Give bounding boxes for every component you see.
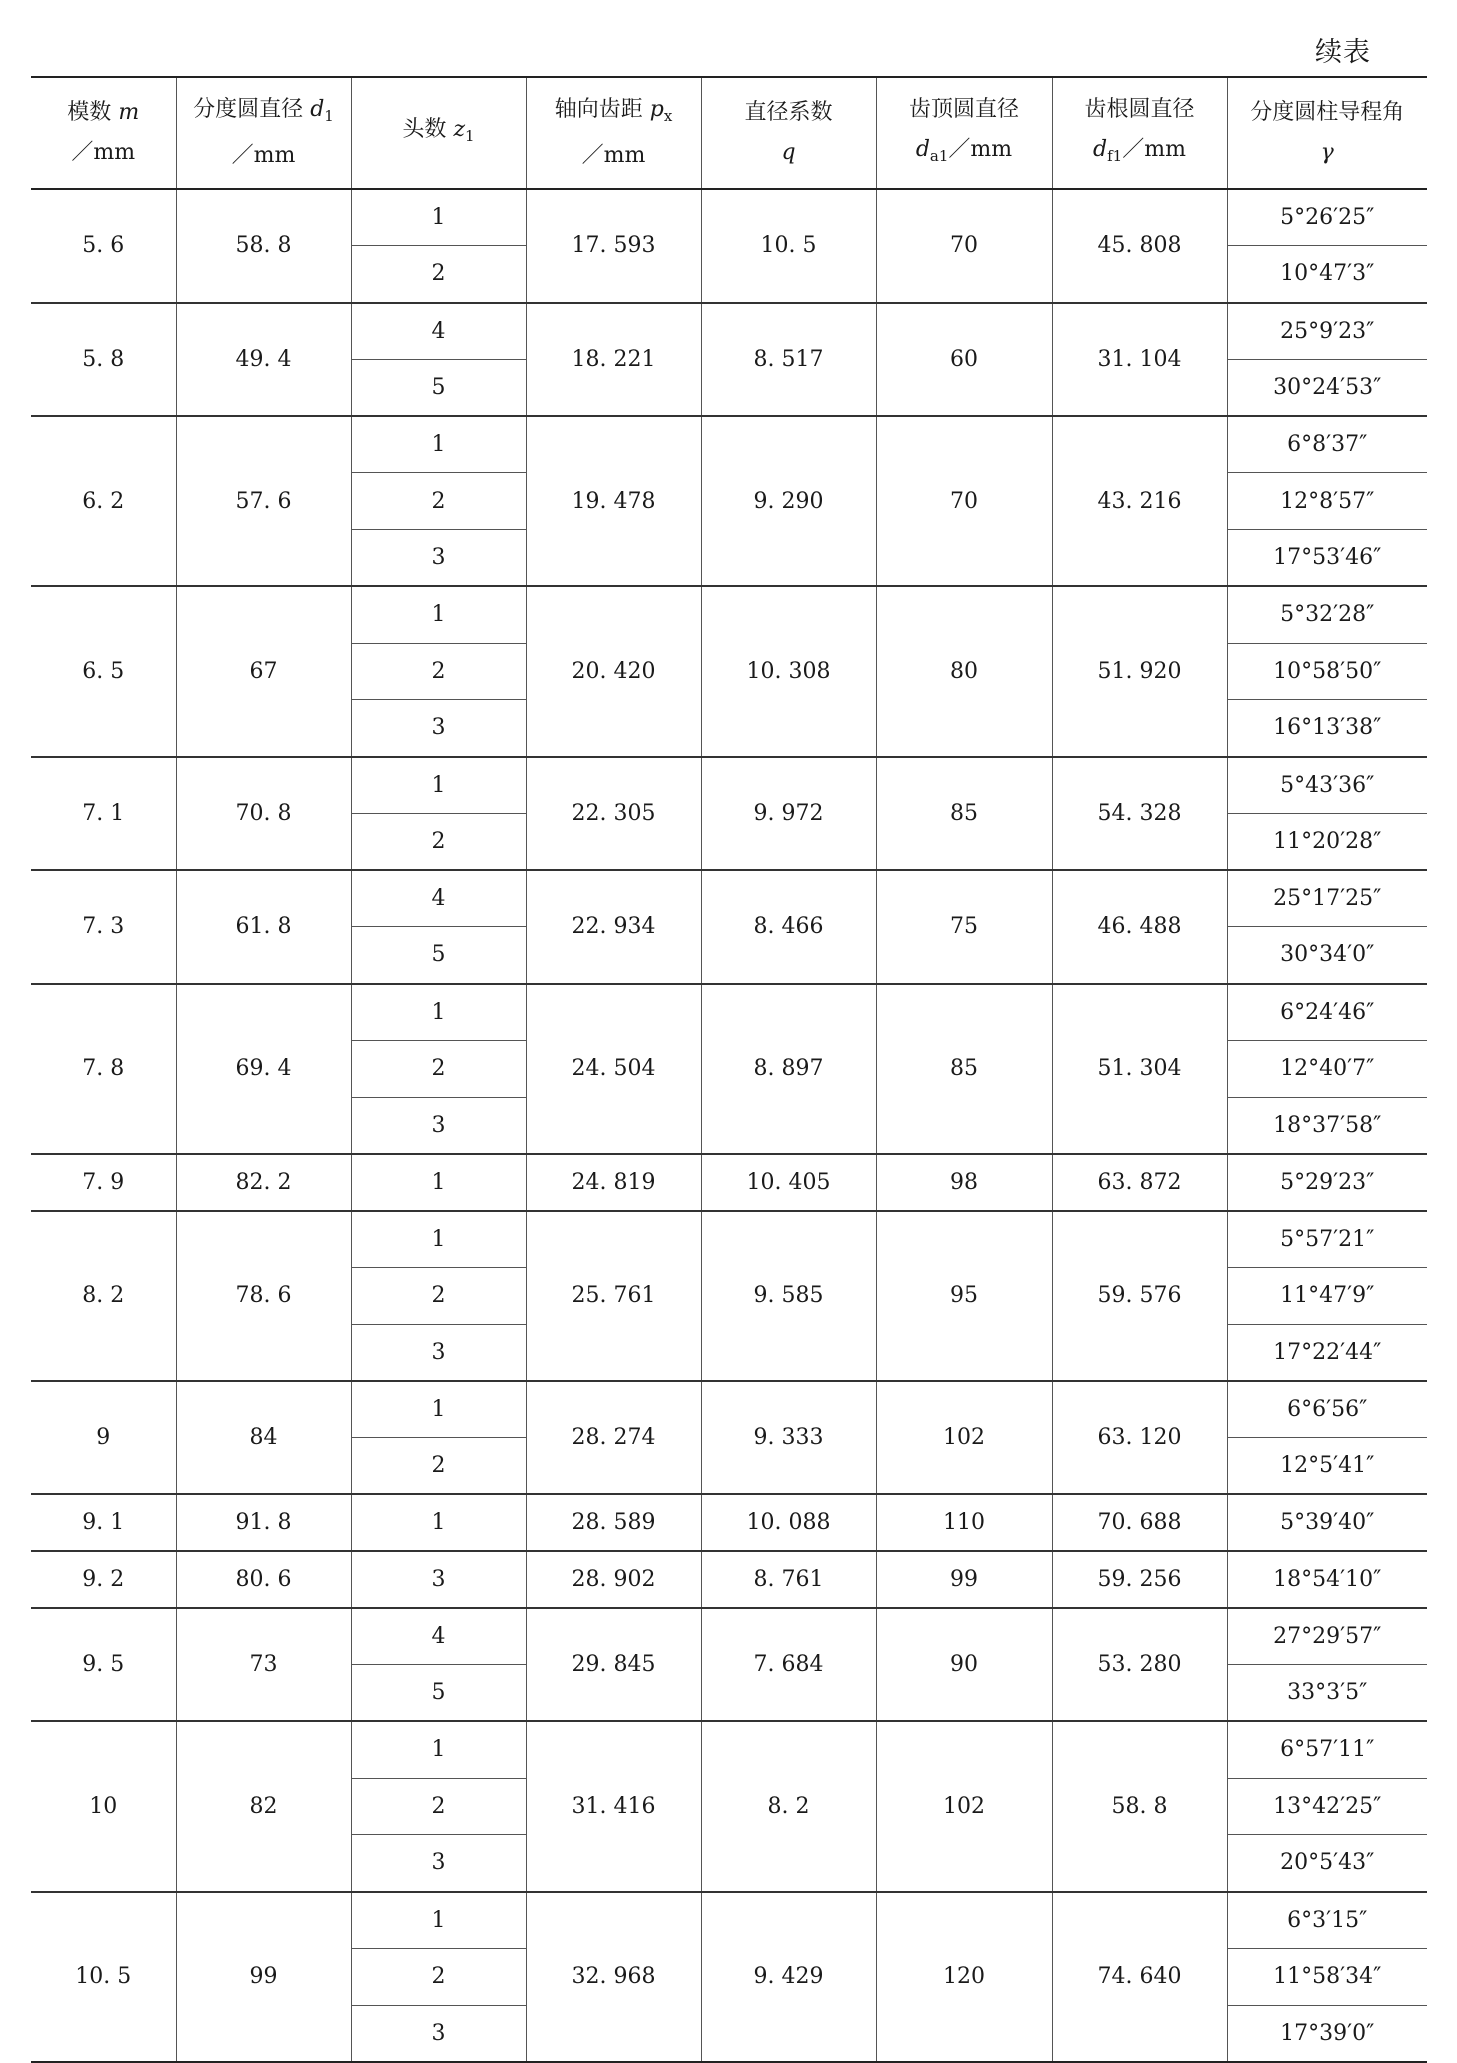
lead-angle-cell: 20°5′43″: [1227, 1835, 1427, 1892]
header-row: [31, 77, 1427, 189]
table-row: [31, 1892, 1427, 1949]
pitch-diameter-cell: 99: [176, 1892, 351, 2062]
module-cell: 10: [31, 1721, 176, 1891]
pitch-diameter-cell: 73: [176, 1608, 351, 1722]
axial-pitch-cell: 24. 819: [526, 1154, 701, 1211]
root-diameter-cell: 51. 304: [1052, 984, 1227, 1154]
lead-angle-cell: 10°58′50″: [1227, 643, 1427, 700]
lead-angle-cell: 13°42′25″: [1227, 1778, 1427, 1835]
starts-cell: 1: [351, 586, 526, 643]
starts-cell: 3: [351, 700, 526, 757]
module-cell: 6. 5: [31, 586, 176, 756]
pitch-diameter-cell: 70. 8: [176, 757, 351, 871]
starts-cell: 1: [351, 1892, 526, 1949]
lead-angle-cell: 25°17′25″: [1227, 870, 1427, 927]
module-cell: 5. 8: [31, 303, 176, 417]
starts-cell: 2: [351, 643, 526, 700]
lead-angle-cell: 11°47′9″: [1227, 1267, 1427, 1324]
worm-parameter-table: [31, 76, 1427, 2063]
lead-angle-cell: 17°39′0″: [1227, 2005, 1427, 2062]
lead-angle-cell: 5°32′28″: [1227, 586, 1427, 643]
axial-pitch-cell: 32. 968: [526, 1892, 701, 2062]
table-row: [31, 586, 1427, 643]
table-row: [31, 303, 1427, 360]
lead-angle-cell: 16°13′38″: [1227, 700, 1427, 757]
module-cell: 5. 6: [31, 189, 176, 303]
starts-cell: 3: [351, 1551, 526, 1608]
diameter-factor-cell: 10. 308: [701, 586, 876, 756]
lead-angle-cell: 12°8′57″: [1227, 473, 1427, 530]
table-row: [31, 1721, 1427, 1778]
diameter-factor-cell: 8. 517: [701, 303, 876, 417]
lead-angle-cell: 5°29′23″: [1227, 1154, 1427, 1211]
starts-cell: 2: [351, 246, 526, 303]
module-cell: 9. 1: [31, 1494, 176, 1551]
tip-diameter-cell: 99: [876, 1551, 1052, 1608]
root-diameter-cell: 70. 688: [1052, 1494, 1227, 1551]
lead-angle-cell: 11°58′34″: [1227, 1948, 1427, 2005]
module-cell: 8. 2: [31, 1211, 176, 1381]
pitch-diameter-cell: 80. 6: [176, 1551, 351, 1608]
lead-angle-cell: 18°37′58″: [1227, 1097, 1427, 1154]
table-row: [31, 1494, 1427, 1551]
pitch-diameter-cell: 82: [176, 1721, 351, 1891]
lead-angle-cell: 30°24′53″: [1227, 359, 1427, 416]
lead-angle-cell: 11°20′28″: [1227, 813, 1427, 870]
axial-pitch-cell: 28. 902: [526, 1551, 701, 1608]
diameter-factor-cell: 8. 466: [701, 870, 876, 984]
starts-cell: 1: [351, 1721, 526, 1778]
tip-diameter-cell: 102: [876, 1721, 1052, 1891]
diameter-factor-cell: 9. 585: [701, 1211, 876, 1381]
axial-pitch-cell: 22. 934: [526, 870, 701, 984]
starts-cell: 5: [351, 359, 526, 416]
lead-angle-cell: 5°26′25″: [1227, 189, 1427, 246]
starts-cell: 3: [351, 1324, 526, 1381]
module-cell: 10. 5: [31, 1892, 176, 2062]
starts-cell: 1: [351, 189, 526, 246]
diameter-factor-cell: 8. 761: [701, 1551, 876, 1608]
pitch-diameter-cell: 49. 4: [176, 303, 351, 417]
lead-angle-cell: 6°57′11″: [1227, 1721, 1427, 1778]
lead-angle-cell: 6°24′46″: [1227, 984, 1427, 1041]
axial-pitch-cell: 28. 589: [526, 1494, 701, 1551]
lead-angle-cell: 12°5′41″: [1227, 1438, 1427, 1495]
starts-cell: 2: [351, 1438, 526, 1495]
starts-cell: 2: [351, 813, 526, 870]
starts-cell: 3: [351, 1097, 526, 1154]
root-diameter-cell: 63. 120: [1052, 1381, 1227, 1495]
lead-angle-cell: 30°34′0″: [1227, 927, 1427, 984]
table-caption: 续表: [1315, 37, 1371, 68]
diameter-factor-cell: 7. 684: [701, 1608, 876, 1722]
table-row: [31, 189, 1427, 246]
header-root-diameter: 齿根圆直径 $d_{f1}/mm$: [1052, 77, 1227, 189]
lead-angle-cell: 27°29′57″: [1227, 1608, 1427, 1665]
pitch-diameter-cell: 67: [176, 586, 351, 756]
module-cell: 7. 1: [31, 757, 176, 871]
table-row: [31, 984, 1427, 1041]
header-module: 模数 m ／mm: [31, 77, 176, 189]
diameter-factor-cell: 8. 2: [701, 1721, 876, 1891]
starts-cell: 4: [351, 303, 526, 360]
lead-angle-cell: 6°6′56″: [1227, 1381, 1427, 1438]
pitch-diameter-cell: 82. 2: [176, 1154, 351, 1211]
pitch-diameter-cell: 57. 6: [176, 416, 351, 586]
lead-angle-cell: 33°3′5″: [1227, 1665, 1427, 1722]
lead-angle-cell: 6°8′37″: [1227, 416, 1427, 473]
axial-pitch-cell: 29. 845: [526, 1608, 701, 1722]
root-diameter-cell: 45. 808: [1052, 189, 1227, 303]
axial-pitch-cell: 24. 504: [526, 984, 701, 1154]
module-cell: 7. 3: [31, 870, 176, 984]
table-body: [31, 189, 1427, 2062]
table-row: [31, 757, 1427, 814]
tip-diameter-cell: 110: [876, 1494, 1052, 1551]
module-cell: 9. 2: [31, 1551, 176, 1608]
axial-pitch-cell: 20. 420: [526, 586, 701, 756]
header-starts: 头数 $z_1$: [351, 77, 526, 189]
axial-pitch-cell: 19. 478: [526, 416, 701, 586]
module-cell: 7. 9: [31, 1154, 176, 1211]
diameter-factor-cell: 9. 290: [701, 416, 876, 586]
tip-diameter-cell: 70: [876, 416, 1052, 586]
pitch-diameter-cell: 78. 6: [176, 1211, 351, 1381]
diameter-factor-cell: 9. 972: [701, 757, 876, 871]
root-diameter-cell: 63. 872: [1052, 1154, 1227, 1211]
header-lead-angle: 分度圆柱导程角 γ: [1227, 77, 1427, 189]
header-pitch-diameter: 分度圆直径 $d_1$ ／mm: [176, 77, 351, 189]
starts-cell: 3: [351, 2005, 526, 2062]
tip-diameter-cell: 98: [876, 1154, 1052, 1211]
root-diameter-cell: 43. 216: [1052, 416, 1227, 586]
diameter-factor-cell: 9. 429: [701, 1892, 876, 2062]
lead-angle-cell: 18°54′10″: [1227, 1551, 1427, 1608]
starts-cell: 1: [351, 1381, 526, 1438]
starts-cell: 2: [351, 1267, 526, 1324]
starts-cell: 1: [351, 984, 526, 1041]
pitch-diameter-cell: 84: [176, 1381, 351, 1495]
lead-angle-cell: 5°57′21″: [1227, 1211, 1427, 1268]
table-row: [31, 416, 1427, 473]
tip-diameter-cell: 85: [876, 757, 1052, 871]
tip-diameter-cell: 120: [876, 1892, 1052, 2062]
module-cell: 6. 2: [31, 416, 176, 586]
pitch-diameter-cell: 69. 4: [176, 984, 351, 1154]
header-diameter-factor: 直径系数 q: [701, 77, 876, 189]
table-row: [31, 1154, 1427, 1211]
root-diameter-cell: 53. 280: [1052, 1608, 1227, 1722]
tip-diameter-cell: 95: [876, 1211, 1052, 1381]
tip-diameter-cell: 90: [876, 1608, 1052, 1722]
root-diameter-cell: 59. 256: [1052, 1551, 1227, 1608]
starts-cell: 1: [351, 416, 526, 473]
starts-cell: 2: [351, 1040, 526, 1097]
diameter-factor-cell: 10. 088: [701, 1494, 876, 1551]
lead-angle-cell: 12°40′7″: [1227, 1040, 1427, 1097]
tip-diameter-cell: 70: [876, 189, 1052, 303]
axial-pitch-cell: 28. 274: [526, 1381, 701, 1495]
table-row: [31, 1381, 1427, 1438]
pitch-diameter-cell: 61. 8: [176, 870, 351, 984]
lead-angle-cell: 17°22′44″: [1227, 1324, 1427, 1381]
starts-cell: 1: [351, 757, 526, 814]
axial-pitch-cell: 31. 416: [526, 1721, 701, 1891]
axial-pitch-cell: 22. 305: [526, 757, 701, 871]
tip-diameter-cell: 60: [876, 303, 1052, 417]
lead-angle-cell: 6°3′15″: [1227, 1892, 1427, 1949]
starts-cell: 4: [351, 870, 526, 927]
root-diameter-cell: 59. 576: [1052, 1211, 1227, 1381]
starts-cell: 1: [351, 1154, 526, 1211]
tip-diameter-cell: 85: [876, 984, 1052, 1154]
table-row: [31, 1551, 1427, 1608]
root-diameter-cell: 31. 104: [1052, 303, 1227, 417]
root-diameter-cell: 54. 328: [1052, 757, 1227, 871]
starts-cell: 1: [351, 1211, 526, 1268]
table-row: [31, 1211, 1427, 1268]
table-row: [31, 870, 1427, 927]
lead-angle-cell: 10°47′3″: [1227, 246, 1427, 303]
starts-cell: 1: [351, 1494, 526, 1551]
module-cell: 9: [31, 1381, 176, 1495]
starts-cell: 3: [351, 530, 526, 587]
lead-angle-cell: 17°53′46″: [1227, 530, 1427, 587]
starts-cell: 2: [351, 473, 526, 530]
header-axial-pitch: 轴向齿距 $p_x$ ／mm: [526, 77, 701, 189]
diameter-factor-cell: 9. 333: [701, 1381, 876, 1495]
table-row: [31, 1608, 1427, 1665]
module-cell: 9. 5: [31, 1608, 176, 1722]
starts-cell: 4: [351, 1608, 526, 1665]
root-diameter-cell: 58. 8: [1052, 1721, 1227, 1891]
header-tip-diameter: 齿顶圆直径 $d_{a1}/mm$: [876, 77, 1052, 189]
lead-angle-cell: 5°43′36″: [1227, 757, 1427, 814]
diameter-factor-cell: 8. 897: [701, 984, 876, 1154]
tip-diameter-cell: 80: [876, 586, 1052, 756]
lead-angle-cell: 25°9′23″: [1227, 303, 1427, 360]
starts-cell: 2: [351, 1778, 526, 1835]
starts-cell: 3: [351, 1835, 526, 1892]
tip-diameter-cell: 102: [876, 1381, 1052, 1495]
module-cell: 7. 8: [31, 984, 176, 1154]
axial-pitch-cell: 25. 761: [526, 1211, 701, 1381]
axial-pitch-cell: 18. 221: [526, 303, 701, 417]
root-diameter-cell: 74. 640: [1052, 1892, 1227, 2062]
diameter-factor-cell: 10. 405: [701, 1154, 876, 1211]
tip-diameter-cell: 75: [876, 870, 1052, 984]
root-diameter-cell: 51. 920: [1052, 586, 1227, 756]
starts-cell: 5: [351, 1665, 526, 1722]
lead-angle-cell: 5°39′40″: [1227, 1494, 1427, 1551]
pitch-diameter-cell: 58. 8: [176, 189, 351, 303]
diameter-factor-cell: 10. 5: [701, 189, 876, 303]
pitch-diameter-cell: 91. 8: [176, 1494, 351, 1551]
axial-pitch-cell: 17. 593: [526, 189, 701, 303]
starts-cell: 5: [351, 927, 526, 984]
starts-cell: 2: [351, 1948, 526, 2005]
root-diameter-cell: 46. 488: [1052, 870, 1227, 984]
